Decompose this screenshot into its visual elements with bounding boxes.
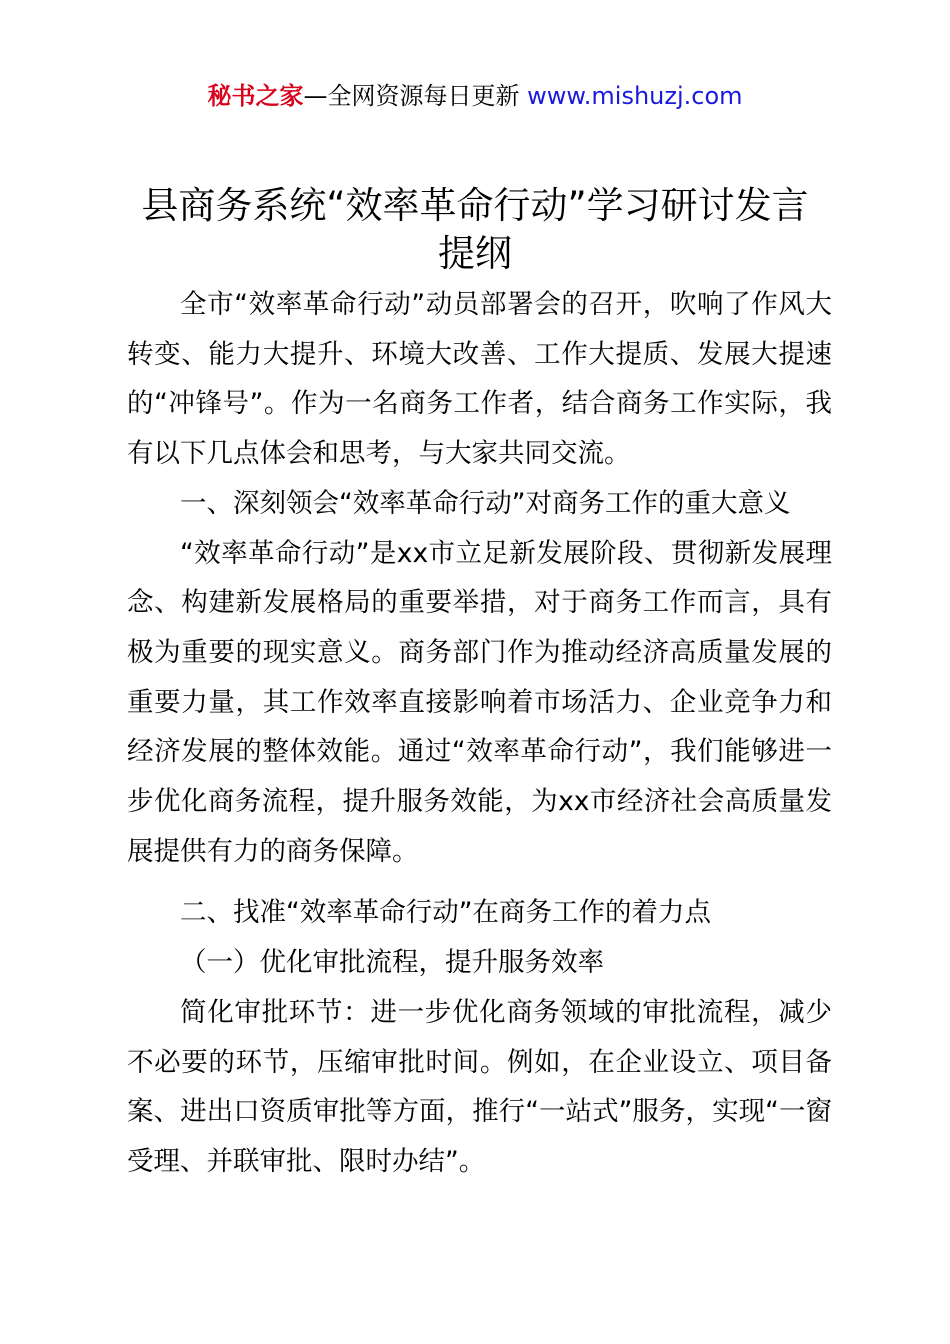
- site-header: [0, 80, 950, 112]
- site-brand: 秘书之家: [207, 82, 304, 110]
- document-title-line-1: 县商务系统“效率革命行动”学习研讨发言: [141, 184, 809, 227]
- site-url-link[interactable]: www.mishuzj.com: [527, 82, 743, 110]
- subsection-heading-1: （一）优化审批流程，提升服务效率: [180, 947, 604, 979]
- intro-paragraph: 全市“效率革命行动”动员部署会的召开，吹响了作风大转变、能力大提升、环境大改善、工作大提质、发展大提速的“冲锋号”。作为一名商务工作者，结合商务工作实际，我有以下几点体会和思考，与大家共同交流。: [127, 289, 832, 470]
- section-1-paragraph: “效率革命行动”是xx市立足新发展阶段、贯彻新发展理念、构建新发展格局的重要举措，对于商务工作而言，具有极为重要的现实意义。商务部门作为推动经济高质量发展的重要力量，其工作效率直接影响着市场活力、企业竞争力和经济发展的整体效能。通过“效率革命行动”，我们能够进一步优化商务流程，提升服务效能，为xx市经济社会高质量发展提供有力的商务保障。: [127, 537, 832, 867]
- document-title: [95, 182, 855, 278]
- document-body: [127, 280, 832, 1187]
- section-heading-2: 二、找准“效率革命行动”在商务工作的着力点: [180, 897, 711, 929]
- subsection-1-paragraph: 简化审批环节：进一步优化商务领域的审批流程，减少不必要的环节，压缩审批时间。例如，在企业设立、项目备案、进出口资质审批等方面，推行“一站式”服务，实现“一窗受理、并联审批、限时办结”。: [127, 996, 832, 1177]
- document-title-line-2: 提纲: [438, 232, 512, 275]
- section-heading-1: 一、深刻领会“效率革命行动”对商务工作的重大意义: [180, 487, 791, 519]
- site-tagline: —全网资源每日更新: [303, 82, 528, 110]
